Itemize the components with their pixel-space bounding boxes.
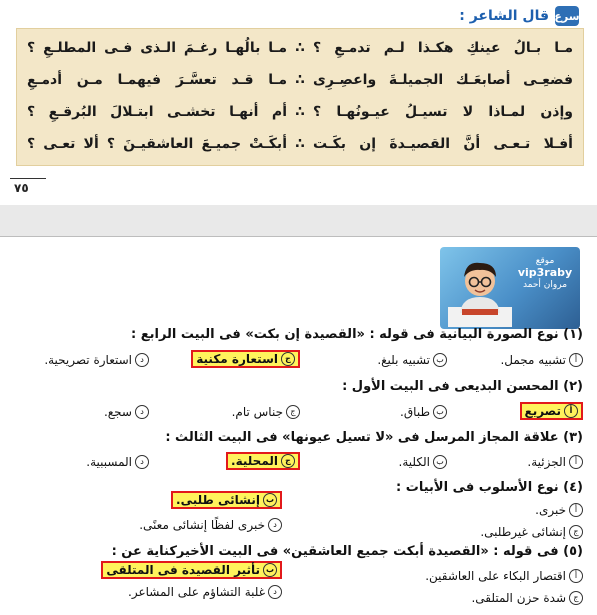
page-number-rule	[10, 178, 46, 179]
q2-option-d[interactable]	[104, 405, 149, 419]
option-letter-badge: ج	[569, 525, 583, 539]
option-text: تشبيه مجمل.	[500, 353, 566, 367]
poem-box	[16, 28, 584, 166]
q3-option-b[interactable]	[399, 455, 447, 469]
option-text: خبرى لفظًا إنشائى معنًى.	[139, 518, 265, 532]
option-text: استعارة مكنية	[196, 352, 278, 366]
page-gap	[0, 205, 597, 237]
option-letter-badge: ب	[263, 563, 277, 577]
q5-option-d[interactable]	[128, 585, 282, 599]
option-text: الجزئية.	[527, 455, 566, 469]
verse-3-second-hemistich: أم أنهـا تخشـى ابتـلالَ البُرقـعِ ؟	[27, 104, 287, 120]
question-4-stem: (٤) نوع الأسلوب فى الأبيات :	[396, 480, 583, 495]
section-header	[459, 6, 579, 26]
question-1-stem: (١) نوع الصورة البيانية فى قوله : «القصيدة إن بكت» فى البيت الرابع :	[131, 327, 583, 342]
page-number: ٧٥	[14, 181, 29, 195]
verse-2	[27, 67, 573, 93]
option-letter-badge: د	[135, 353, 149, 367]
option-text: شدة حزن المتلقى.	[471, 591, 566, 605]
question-3-stem: (٣) علاقة المجاز المرسل فى «لا تسيل عيونها» فى البيت الثالث :	[165, 430, 583, 445]
q2-option-a-correct[interactable]	[520, 402, 584, 420]
option-letter-badge: ج	[281, 352, 295, 366]
option-text: تشبيه بليغ.	[377, 353, 430, 367]
verse-separator: ∴	[295, 40, 305, 56]
verse-separator: ∴	[295, 72, 305, 88]
questions-section	[0, 237, 597, 615]
verse-1-first-hemistich: مـا بـالُ عينكِ هكـذا لـم تدمـعِ ؟	[313, 40, 573, 56]
verse-4-first-hemistich: أفـلا تـعـى أنَّ القصيـدةَ إن بكَـت	[313, 136, 573, 152]
q5-option-b-correct[interactable]	[101, 561, 282, 579]
option-letter-badge: د	[268, 585, 282, 599]
option-letter-badge: د	[135, 405, 149, 419]
q3-option-a[interactable]	[527, 455, 583, 469]
option-text: طباق.	[400, 405, 430, 419]
q1-option-d[interactable]	[44, 353, 149, 367]
verse-separator: ∴	[295, 136, 305, 152]
q5-option-a[interactable]	[425, 569, 583, 583]
option-letter-badge: أ	[569, 569, 583, 583]
verse-4-second-hemistich: أبكَـتْ جميـعَ العاشقيـنَ ؟ ألا تعـى ؟	[27, 136, 287, 152]
option-letter-badge: أ	[569, 353, 583, 367]
site-label-line1: موقع	[535, 256, 555, 266]
option-text: اقتصار البكاء على العاشقين.	[425, 569, 566, 583]
section-title: قال الشاعر :	[459, 8, 549, 24]
option-text: المسببية.	[86, 455, 132, 469]
verse-4	[27, 131, 573, 157]
site-label-line2: vip3raby	[517, 266, 573, 279]
question-2-stem: (٢) المحسن البديعى فى البيت الأول :	[342, 379, 583, 394]
q2-option-b[interactable]	[400, 405, 447, 419]
verse-2-first-hemistich: فضعِـى أصابعَـك الجميلـةَ واعصِـرِى	[313, 72, 573, 88]
verse-3-first-hemistich: وإذن لمـاذا لا تسيـلُ عيـونُهـا ؟	[313, 104, 573, 120]
option-letter-badge: ج	[286, 405, 300, 419]
author-avatar-banner	[440, 247, 580, 329]
verse-1-second-hemistich: مـا بالُهـا رغـمَ الـذى فـى المطلـعِ ؟	[27, 40, 287, 56]
option-letter-badge: ب	[263, 493, 277, 507]
q4-option-a[interactable]	[535, 503, 583, 517]
q4-option-d[interactable]	[139, 518, 282, 532]
option-letter-badge: ب	[433, 405, 447, 419]
option-text: إنشائى طلبى.	[176, 493, 260, 507]
option-text: خبرى.	[535, 503, 566, 517]
student-illustration-icon	[448, 255, 512, 327]
option-letter-badge: د	[268, 518, 282, 532]
option-letter-badge: أ	[569, 503, 583, 517]
option-letter-badge: أ	[569, 455, 583, 469]
site-label-line3: مروان أحمد	[522, 280, 568, 290]
q4-option-b-correct[interactable]	[171, 491, 282, 509]
verse-separator: ∴	[295, 104, 305, 120]
q3-option-c-correct[interactable]	[226, 452, 300, 470]
option-letter-badge: أ	[564, 404, 578, 418]
site-label	[516, 255, 574, 291]
q1-option-c-correct[interactable]	[191, 350, 300, 368]
verse-1	[27, 35, 573, 61]
option-text: استعارة تصريحية.	[44, 353, 132, 367]
verse-2-second-hemistich: مـا قـد تعسَّـرَ فيهمـا مـن أدمـعِ	[27, 72, 287, 88]
option-text: تأثير القصيدة فى المتلقى	[106, 563, 260, 577]
question-5-stem: (٥) فى قوله : «القصيدة أبكت جميع العاشقين» فى البيت الأخيركناية عن :	[111, 544, 583, 559]
option-text: سجع.	[103, 405, 132, 419]
option-text: إنشائى غيرطلبى.	[480, 525, 566, 539]
option-text: المحلية.	[231, 454, 278, 468]
q2-option-c[interactable]	[232, 405, 300, 419]
option-text: غلبة التشاؤم على المشاعر.	[128, 585, 265, 599]
option-text: تصريع	[524, 404, 561, 418]
q5-option-c[interactable]	[471, 591, 583, 605]
verse-3	[27, 99, 573, 125]
option-text: جناس تام.	[231, 405, 283, 419]
option-letter-badge: ج	[569, 591, 583, 605]
q1-option-b[interactable]	[377, 353, 447, 367]
q4-option-c[interactable]	[480, 525, 583, 539]
q3-option-d[interactable]	[86, 455, 149, 469]
q1-option-a[interactable]	[500, 353, 583, 367]
poem-section	[0, 0, 597, 205]
option-letter-badge: ج	[281, 454, 295, 468]
option-letter-badge: د	[135, 455, 149, 469]
option-letter-badge: ب	[433, 353, 447, 367]
section-badge: سرع	[555, 6, 579, 26]
option-letter-badge: ب	[433, 455, 447, 469]
option-text: الكلية.	[398, 455, 430, 469]
